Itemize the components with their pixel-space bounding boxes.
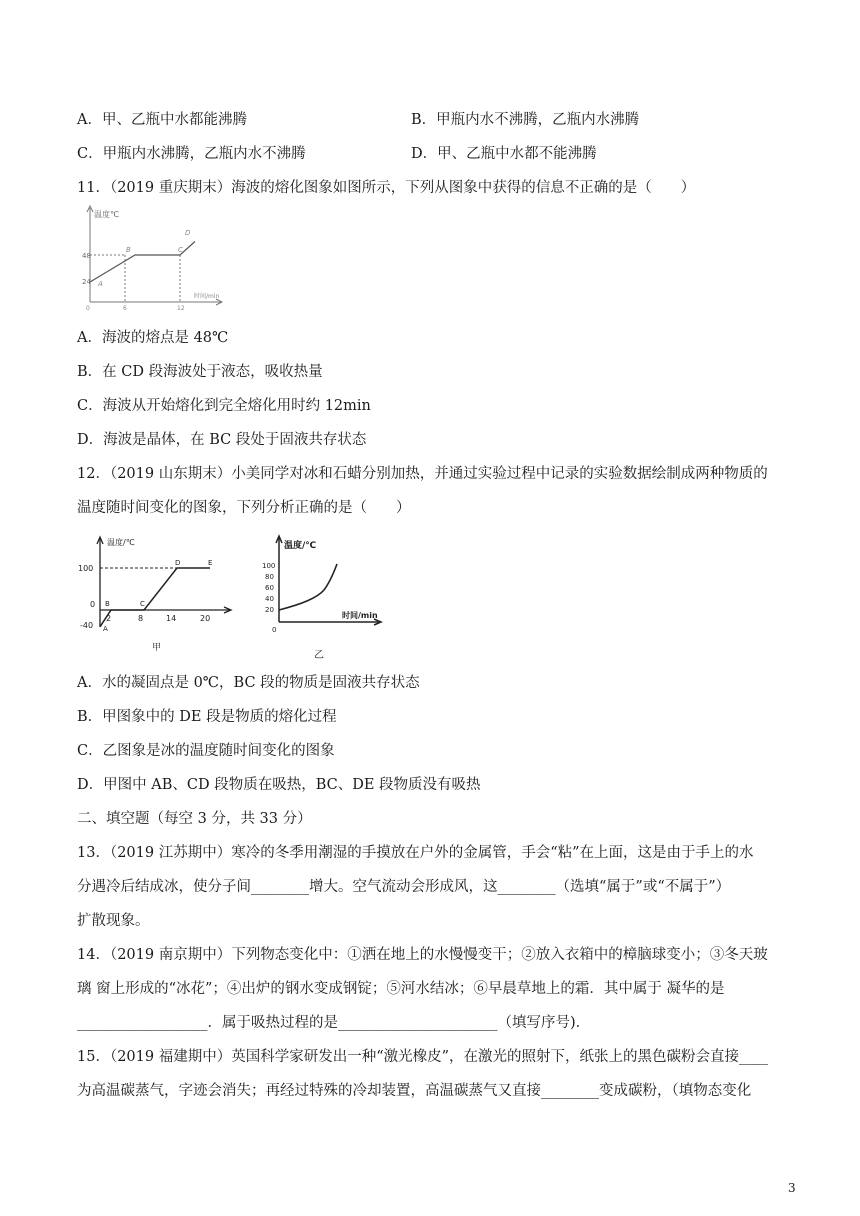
q12-graph-yi [262,532,392,664]
q13-line3: 扩散现象。 [77,913,150,929]
yi-y-tick-0: 0 [272,626,277,634]
q11-stem: 11．（2019 重庆期末）海波的熔化图象如图所示，下列从图象中获得的信息不正确的是（ ） [77,180,696,196]
q11-option-d: D．海波是晶体，在 BC 段处于固液共存状态 [77,432,367,448]
q11-x-label: 时间/min [194,293,220,300]
q11-y-label: 温度℃ [94,210,119,219]
jia-x-tick-20: 20 [200,614,211,623]
jia-y-tick-100: 100 [78,564,94,573]
yi-x-label: 时间/min [342,611,378,620]
jia-point-b: B [105,600,110,608]
q12-option-d: D．甲图中 AB、CD 段物质在吸热，BC、DE 段物质没有吸热 [77,777,481,793]
q14-line1: 14．（2019 南京期中）下列物态变化中：①洒在地上的水慢慢变干；②放入衣箱中的樟脑球变小；③冬天玻 [77,947,768,963]
q11-y-tick-48: 48 [82,252,91,260]
yi-y-tick-60: 60 [265,584,274,592]
q14-line3: __________________．属于吸热过程的是______________________（填写序号)． [77,1015,591,1031]
jia-x-tick-2: 2 [106,614,112,623]
jia-point-d: D [175,559,181,567]
q12-stem-line1: 12．（2019 山东期末）小美同学对冰和石蜡分别加热，并通过实验过程中记录的实验数据绘制成两种物质的 [77,466,768,482]
q11-point-c: C [178,246,183,254]
q11-point-b: B [126,246,131,254]
yi-y-label: 温度/℃ [284,541,317,551]
yi-y-tick-20: 20 [265,606,274,614]
q10-option-a: A．甲、乙瓶中水都能沸腾 [77,112,247,128]
q11-point-a: A [98,280,103,288]
jia-y-tick-neg40: -40 [80,621,94,630]
jia-point-c: C [140,600,145,608]
yi-caption: 乙 [314,650,324,661]
q15-line2: 为高温碳蒸气，字迹会消失；再经过特殊的冷却装置，高温碳蒸气又直接________变成碳粉，（填物态变化 [77,1083,752,1099]
yi-y-tick-40: 40 [265,595,274,603]
q11-melting-graph [82,200,252,310]
q11-x-tick-0: 0 [86,305,90,310]
jia-caption: 甲 [152,643,162,653]
q12-option-b: B．甲图象中的 DE 段是物质的熔化过程 [77,709,337,725]
jia-curve [100,568,210,627]
q10-option-c: C．甲瓶内水沸腾，乙瓶内水不沸腾 [77,146,306,162]
page-number: 3 [788,1181,796,1195]
yi-y-tick-80: 80 [265,573,274,581]
yi-curve [279,564,337,610]
jia-point-a: A [103,625,108,633]
q10-option-d: D．甲、乙瓶中水都不能沸腾 [411,146,597,162]
q12-graph-jia [78,532,238,662]
q13-line1: 13．（2019 江苏期中）寒冷的冬季用潮湿的手摸放在户外的金属管，手会“粘”在上面，这是由于手上的水 [77,845,754,861]
q12-option-a: A．水的凝固点是 0℃，BC 段的物质是固液共存状态 [77,675,420,691]
jia-x-tick-8: 8 [138,614,144,623]
q10-option-b: B．甲瓶内水不沸腾，乙瓶内水沸腾 [411,112,640,128]
q12-stem-line2: 温度随时间变化的图象，下列分析正确的是（ ） [77,500,411,516]
jia-y-tick-0: 0 [90,600,96,609]
q12-option-c: C．乙图象是冰的温度随时间变化的图象 [77,743,335,759]
section-two-heading: 二、填空题（每空 3 分，共 33 分） [77,811,312,827]
q15-line1: 15．（2019 福建期中）英国科学家研发出一种“激光橡皮”，在激光的照射下，纸张上的黑色碳粉会直接____ [77,1049,769,1065]
q11-option-a: A．海波的熔点是 48℃ [77,330,229,346]
q11-point-d: D [185,229,191,237]
q14-line2: 璃 窗上形成的“冰花”；④出炉的钢水变成钢锭；⑤河水结冰；⑥早晨草地上的霜．其中属于 凝华的是 [77,981,725,997]
q11-x-tick-6: 6 [123,305,127,310]
q11-option-c: C．海波从开始熔化到完全熔化用时约 12min [77,398,371,414]
jia-y-label: 温度/℃ [107,538,135,547]
q13-line2: 分遇冷后结成冰，使分子间________增大。空气流动会形成风，这________（选填“属于”或“不属于”） [77,879,731,895]
jia-x-tick-14: 14 [166,614,177,623]
jia-point-e: E [208,559,213,567]
q11-option-b: B．在 CD 段海波处于液态，吸收热量 [77,364,323,380]
yi-y-tick-100: 100 [262,562,276,570]
q11-y-tick-24: 24 [82,278,91,286]
q11-x-tick-12: 12 [177,305,185,310]
